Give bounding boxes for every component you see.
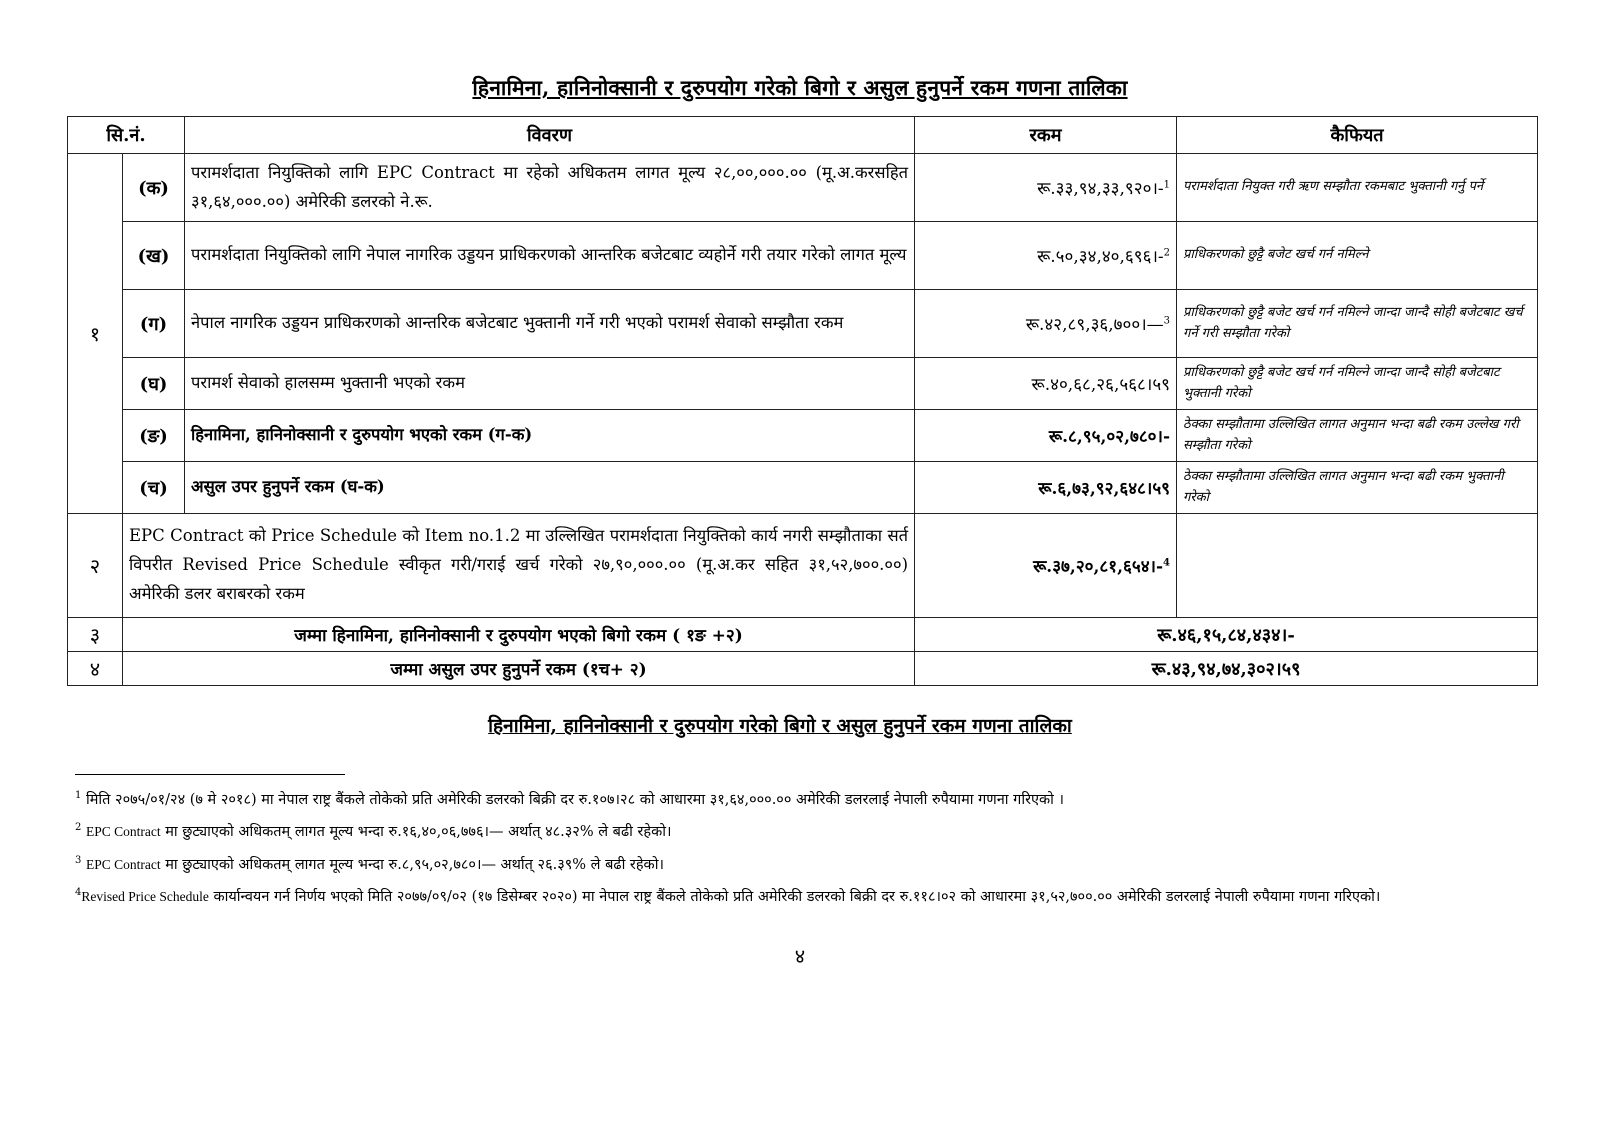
footnote-2	[75, 818, 1495, 846]
row-serial-number: ४	[68, 652, 123, 686]
row-amount	[915, 154, 1177, 222]
footnote-prefix: EPC Contract	[85, 856, 161, 872]
amount-value: रू.४२,८९,३६,७००।—	[1025, 315, 1164, 335]
total-amount: रू.४६,१५,८४,४३४।-	[915, 618, 1538, 652]
amount-value: रू.३३,९४,३३,९२०।-	[1037, 179, 1164, 199]
table-row	[68, 410, 1538, 462]
footnote-number: 4	[75, 886, 82, 898]
total-row	[68, 618, 1538, 652]
header-remarks: कैफियत	[1177, 117, 1538, 154]
row-remarks: प्राधिकरणको छुट्टै बजेट खर्च गर्न नमिल्ने जान्दा जान्दै सोही बजेटबाट भुक्तानी गरेको	[1177, 358, 1538, 410]
footnote-text: मा छुट्याएको अधिकतम् लागत मूल्य भन्दा रु.८,९५,०२,७८०।— अर्थात् २६.३९% ले बढी रहेको।	[160, 856, 664, 873]
total-description: जम्मा असुल उपर हुनुपर्ने रकम (१च+ २)	[123, 652, 915, 686]
row-amount	[915, 290, 1177, 358]
amount-value: रू.५०,३४,४०,६९६।-	[1037, 247, 1164, 267]
row-description: परामर्शदाता नियुक्तिको लागि EPC Contract मा रहेको अधिकतम लागत मूल्य २८,००,०००.०० (मू.अ.करसहित ३१,६४,०००.००) अमेरिकी डलरको ने.रू.	[185, 154, 915, 222]
table-row	[68, 290, 1538, 358]
row-sub-label: (च)	[123, 462, 185, 514]
row-remarks	[1177, 514, 1538, 618]
table-row	[68, 358, 1538, 410]
row-remarks: प्राधिकरणको छुट्टै बजेट खर्च गर्न नमिल्ने	[1177, 222, 1538, 290]
row-description: हिनामिना, हानिनोक्सानी र दुरुपयोग भएको रकम (ग-क)	[185, 410, 915, 462]
row-description: परामर्शदाता नियुक्तिको लागि नेपाल नागरिक उड्डयन प्राधिकरणको आन्तरिक बजेटबाट व्यहोर्ने गरी तयार गरेको लागत मूल्य	[185, 222, 915, 290]
row-remarks: ठेक्का सम्झौतामा उल्लिखित लागत अनुमान भन्दा बढी रकम भुक्तानी गरेको	[1177, 462, 1538, 514]
table-header-row	[68, 117, 1538, 154]
table-row	[68, 154, 1538, 222]
row-amount	[915, 514, 1177, 618]
page-title: हिनामिना, हानिनोक्सानी र दुरुपयोग गरेको बिगो र असुल हुनुपर्ने रकम गणना तालिका	[472, 75, 1128, 100]
table-caption: हिनामिना, हानिनोक्सानी र दुरुपयोग गरेको बिगो र असुल हुनुपर्ने रकम गणना तालिका	[488, 715, 1072, 737]
footnote-text: मा छुट्याएको अधिकतम् लागत मूल्य भन्दा रु.१६,४०,०६,७७६।— अर्थात् ४८.३२% ले बढी रहेको।	[160, 824, 672, 841]
row-serial-number: ३	[68, 618, 123, 652]
footnotes	[75, 786, 1495, 915]
row-serial-number: २	[68, 514, 123, 618]
row-description: नेपाल नागरिक उड्डयन प्राधिकरणको आन्तरिक बजेटबाट भुक्तानी गर्ने गरी भएको परामर्श सेवाको सम्झौता रकम	[185, 290, 915, 358]
row-sub-label: (ख)	[123, 222, 185, 290]
amount-value: रू.३७,२०,८१,६५४।-	[1033, 557, 1164, 577]
table-row	[68, 514, 1538, 618]
row-amount	[915, 410, 1177, 462]
row-serial-number: १	[68, 154, 123, 514]
footnote-separator	[75, 774, 345, 775]
footnote-prefix: EPC Contract	[85, 824, 161, 840]
header-sn: सि.नं.	[68, 117, 185, 154]
footnote-ref: 2	[1163, 247, 1171, 259]
row-description: असुल उपर हुनुपर्ने रकम (घ-क)	[185, 462, 915, 514]
row-amount	[915, 462, 1177, 514]
row-remarks: परामर्शदाता नियुक्त गरी ऋण सम्झौता रकमबाट भुक्तानी गर्नु पर्ने	[1177, 154, 1538, 222]
table-row	[68, 222, 1538, 290]
row-remarks: प्राधिकरणको छुट्टै बजेट खर्च गर्न नमिल्ने जान्दा जान्दै सोही बजेटबाट खर्च गर्ने गरी सम्झौता गरेको	[1177, 290, 1538, 358]
amount-value: रू.८,९५,०२,७८०।-	[1048, 427, 1171, 447]
total-amount: रू.४३,९४,७४,३०२।५९	[915, 652, 1538, 686]
amount-value: रू.६,७३,९२,६४८।५९	[1038, 479, 1171, 499]
calculation-table	[67, 116, 1538, 686]
page-number: ४	[794, 944, 806, 968]
footnote-number: 2	[75, 822, 82, 834]
footnote-number: 1	[75, 790, 82, 802]
row-remarks: ठेक्का सम्झौतामा उल्लिखित लागत अनुमान भन्दा बढी रकम उल्लेख गरी सम्झौता गरेको	[1177, 410, 1538, 462]
amount-value: रू.४०,६८,२६,५६८।५९	[1031, 375, 1171, 395]
footnote-text: मिति २०७५/०१/२४ (७ मे २०१८) मा नेपाल राष्ट्र बैंकले तोकेको प्रति अमेरिकी डलरको बिक्री दर रु.१०७।२८ को आधारमा ३१,६४,०००.०० अमेरिकी डलरलाई नेपाली रुपैयामा गणना गरिएको ।	[85, 792, 1065, 808]
footnote-prefix: Revised Price Schedule	[81, 888, 209, 904]
row-sub-label: (क)	[123, 154, 185, 222]
footnote-text: कार्यान्वयन गर्न निर्णय भएको मिति २०७७/०९/०२ (१७ डिसेम्बर २०२०) मा नेपाल राष्ट्र बैंकले तोकेको प्रति अमेरिकी डलरको बिक्री दर रु.११८।०२ को आधारमा ३१,५२,७००.०० अमेरिकी डलरलाई नेपाली रुपैयामा गणना गरिएको।	[208, 888, 1381, 905]
footnote-3	[75, 851, 1495, 879]
footnote-1	[75, 786, 1495, 814]
header-amount: रकम	[915, 117, 1177, 154]
row-description: EPC Contract को Price Schedule को Item no.1.2 मा उल्लिखित परामर्शदाता नियुक्तिको कार्य नगरी सम्झौताका सर्त विपरीत Revised Price Schedule स्वीकृत गरी/गराई खर्च गरेको २७,९०,०००.०० (मू.अ.कर सहित ३१,५२,७००.००) अमेरिकी डलर बराबरको रकम	[123, 514, 915, 618]
footnote-4	[75, 883, 1495, 911]
footnote-ref: 1	[1163, 179, 1171, 191]
footnote-ref: 3	[1163, 315, 1171, 327]
row-sub-label: (घ)	[123, 358, 185, 410]
table-row	[68, 462, 1538, 514]
row-description: परामर्श सेवाको हालसम्म भुक्तानी भएको रकम	[185, 358, 915, 410]
footnote-ref: 4	[1163, 557, 1171, 569]
total-row	[68, 652, 1538, 686]
footnote-number: 3	[75, 854, 82, 866]
row-sub-label: (ङ)	[123, 410, 185, 462]
total-description: जम्मा हिनामिना, हानिनोक्सानी र दुरुपयोग भएको बिगो रकम ( १ङ +२)	[123, 618, 915, 652]
row-amount	[915, 222, 1177, 290]
row-sub-label: (ग)	[123, 290, 185, 358]
header-description: विवरण	[185, 117, 915, 154]
row-amount	[915, 358, 1177, 410]
